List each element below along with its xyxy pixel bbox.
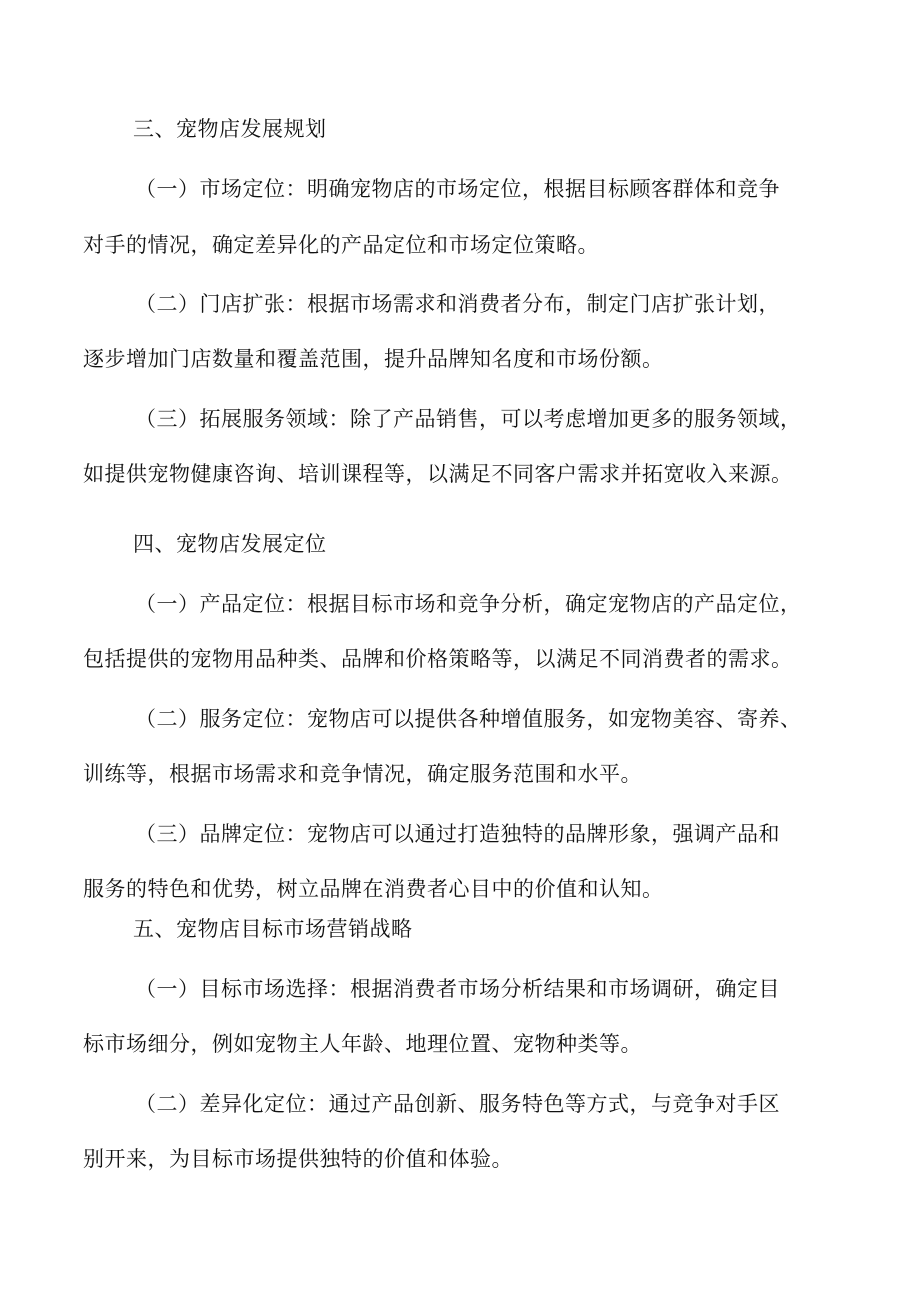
- paragraph-line: 标市场细分，例如宠物主人年龄、地理位置、宠物种类等。: [83, 1032, 642, 1056]
- paragraph-line: 对手的情况，确定差异化的产品定位和市场定位策略。: [83, 233, 599, 257]
- paragraph-line: 如提供宠物健康咨询、培训课程等，以满足不同客户需求并拓宽收入来源。: [83, 462, 793, 486]
- section-heading-5: 五、宠物店目标市场营销战略: [133, 917, 413, 941]
- paragraph-line: （一）产品定位：根据目标市场和竞争分析，确定宠物店的产品定位，: [135, 592, 802, 616]
- paragraph-line: （二）门店扩张：根据市场需求和消费者分布，制定门店扩张计划，: [135, 292, 780, 316]
- paragraph-line: （一）市场定位：明确宠物店的市场定位，根据目标顾客群体和竞争: [135, 177, 780, 201]
- paragraph-line: （三）品牌定位：宠物店可以通过打造独特的品牌形象，强调产品和: [135, 822, 780, 846]
- section-heading-4: 四、宠物店发展定位: [133, 532, 327, 556]
- paragraph-line: 包括提供的宠物用品种类、品牌和价格策略等，以满足不同消费者的需求。: [83, 647, 793, 671]
- paragraph-line: （一）目标市场选择：根据消费者市场分析结果和市场调研，确定目: [135, 977, 780, 1001]
- paragraph-line: 逐步增加门店数量和覆盖范围，提升品牌知名度和市场份额。: [83, 347, 664, 371]
- paragraph-line: 别开来，为目标市场提供独特的价值和体验。: [83, 1147, 513, 1171]
- paragraph-line: （三）拓展服务领域：除了产品销售，可以考虑增加更多的服务领域，: [135, 407, 802, 431]
- paragraph-line: 服务的特色和优势，树立品牌在消费者心目中的价值和认知。: [83, 877, 664, 901]
- section-heading-3: 三、宠物店发展规划: [133, 117, 327, 141]
- paragraph-line: （二）差异化定位：通过产品创新、服务特色等方式，与竞争对手区: [135, 1092, 780, 1116]
- paragraph-line: （二）服务定位：宠物店可以提供各种增值服务，如宠物美容、寄养、: [135, 707, 802, 731]
- paragraph-line: 训练等，根据市场需求和竞争情况，确定服务范围和水平。: [83, 762, 642, 786]
